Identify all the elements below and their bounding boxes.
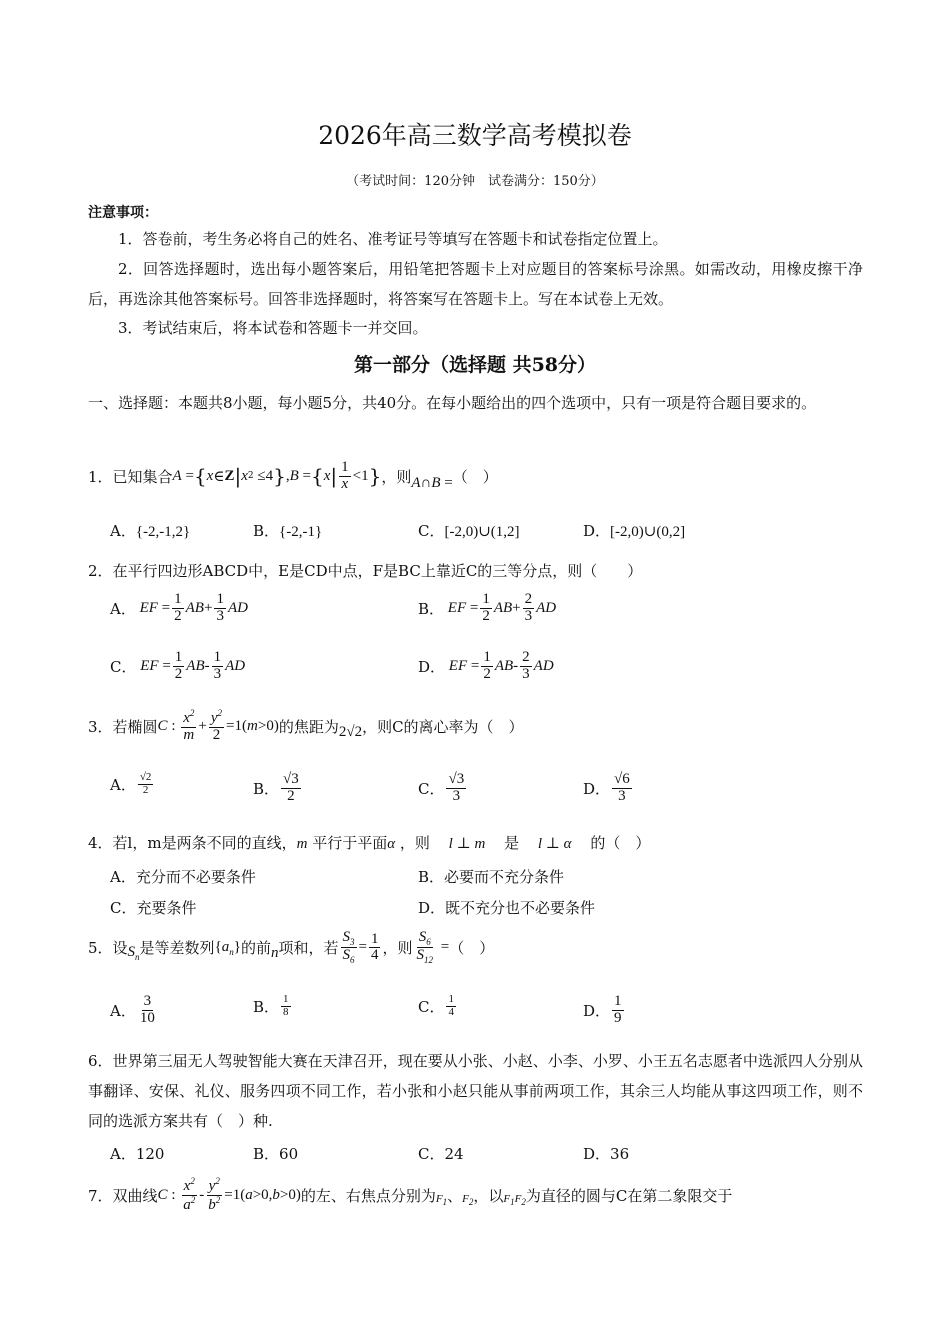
q2-option-d[interactable]: D． EF = $\frac{1}{2}$ AB - $\frac{2}{3}$ AD [418, 649, 554, 682]
question-7-stem: 7．双曲线 C : $\frac{x^2}{a^2}$ - $\frac{y^2}{b^2}$ =1( a >0, b >0) 的左、右焦点分别为 $F_1$ 、 $F_2$ ，以 $F_1F_2$ 为直径的圆与C在第二象限交于 [88, 1176, 733, 1213]
paper-subtitle: （考试时间：120分钟 试卷满分：150分） [346, 174, 604, 189]
q1-option-b[interactable]: B．{-2,-1} [253, 522, 323, 540]
q5-option-a[interactable]: A． $\frac{3}{10}$ [110, 993, 155, 1026]
q6-option-a[interactable]: A．120 [110, 1145, 165, 1163]
q4-option-a[interactable]: A．充分而不必要条件 [110, 868, 256, 886]
question-2-stem: 2．在平行四边形ABCD中，E是CD中点，F是BC上靠近C的三等分点，则（ ） [88, 562, 643, 580]
notice-heading: 注意事项： [88, 205, 158, 221]
q4-option-c[interactable]: C．充要条件 [110, 899, 197, 917]
section-title: 第一部分（选择题 共58分） [353, 354, 597, 376]
q3-option-a[interactable]: A． $\frac{√2}{2}$ [110, 771, 152, 796]
q5-option-b[interactable]: B． $\frac{1}{8}$ [253, 993, 289, 1018]
q4-option-b[interactable]: B．必要而不充分条件 [418, 868, 565, 886]
q3-option-d[interactable]: D． $\frac{√6}{3}$ [583, 771, 630, 804]
notice-item-1: 1．答卷前，考生务必将自己的姓名、准考证号等填写在答题卡和试卷指定位置上。 [118, 230, 668, 248]
q6-option-c[interactable]: C．24 [418, 1145, 464, 1163]
q3-option-b[interactable]: B． $\frac{√3}{2}$ [253, 771, 299, 804]
question-3-stem: 3．若椭圆 C : $\frac{x^2}{m}$ + $\frac{y^2}{2}$ =1( m >0) 的焦距为 2√2 ，则C的离心率为（ ） [88, 708, 524, 743]
q3-option-c[interactable]: C． $\frac{√3}{3}$ [418, 771, 465, 804]
q1-option-a[interactable]: A．{-2,-1,2} [110, 522, 191, 540]
q1-option-c[interactable]: C．[-2,0)∪(1,2] [418, 522, 520, 540]
notice-item-3: 3．考试结束后，将本试卷和答题卡一并交回。 [118, 319, 428, 337]
q2-option-b[interactable]: B． EF = $\frac{1}{2}$ AB + $\frac{2}{3}$ AD [418, 591, 557, 624]
section-instruction: 一、选择题：本题共8小题，每小题5分，共40分。在每小题给出的四个选项中，只有一项是符合题目要求的。 [88, 394, 817, 412]
paper-title: 2026年高三数学高考模拟卷 [318, 121, 632, 150]
question-4-stem: 4．若l，m是两条不同的直线，m 平行于平面α ，则 l ⊥ m 是 l ⊥ α 的（ ） [88, 834, 651, 852]
q2-option-c[interactable]: C． EF = $\frac{1}{2}$ AB - $\frac{1}{3}$ AD [110, 649, 246, 682]
question-1-stem: 1．已知集合 A = { x ∈ Z | x 2 ≤4 } , B = { x | $\frac{1}{x}$ <1 } ，则 A ∩ B = （ ） [88, 458, 498, 492]
question-5-stem: 5．设 $S_n$ 是等差数列 { $a_n$ } 的前 n 项和，若 $\frac{S_3}{S_6}$ = $\frac{1}{4}$ ，则 $\frac{S_6}{S_{12}}$ = （ ） [88, 929, 495, 966]
q6-option-d[interactable]: D．36 [583, 1145, 630, 1163]
question-6-stem: 6．世界第三届无人驾驶智能大赛在天津召开，现在要从小张、小赵、小李、小罗、小王五名志愿者中选派四人分别从事翻译、安保、礼仪、服务四项不同工作，若小张和小赵只能从事前两项工作，其余三人均能从事这四项工作，则不同的选派方案共有（ ）种. [88, 1052, 863, 1130]
q5-option-d[interactable]: D． $\frac{1}{9}$ [583, 993, 622, 1026]
notice-item-2: 2．回答选择题时，选出每小题答案后，用铅笔把答题卡上对应题目的答案标号涂黑。如需改动，用橡皮擦干净后，再选涂其他答案标号。回答非选择题时，将答案写在答题卡上。写在本试卷上无效。 [88, 260, 863, 308]
q2-option-a[interactable]: A． EF = $\frac{1}{2}$ AB + $\frac{1}{3}$ AD [110, 591, 248, 624]
q6-option-b[interactable]: B．60 [253, 1145, 299, 1163]
q4-option-d[interactable]: D．既不充分也不必要条件 [418, 899, 596, 917]
q1-option-d[interactable]: D．[-2,0)∪(0,2] [583, 522, 686, 540]
q5-option-c[interactable]: C． $\frac{1}{4}$ [418, 993, 454, 1018]
